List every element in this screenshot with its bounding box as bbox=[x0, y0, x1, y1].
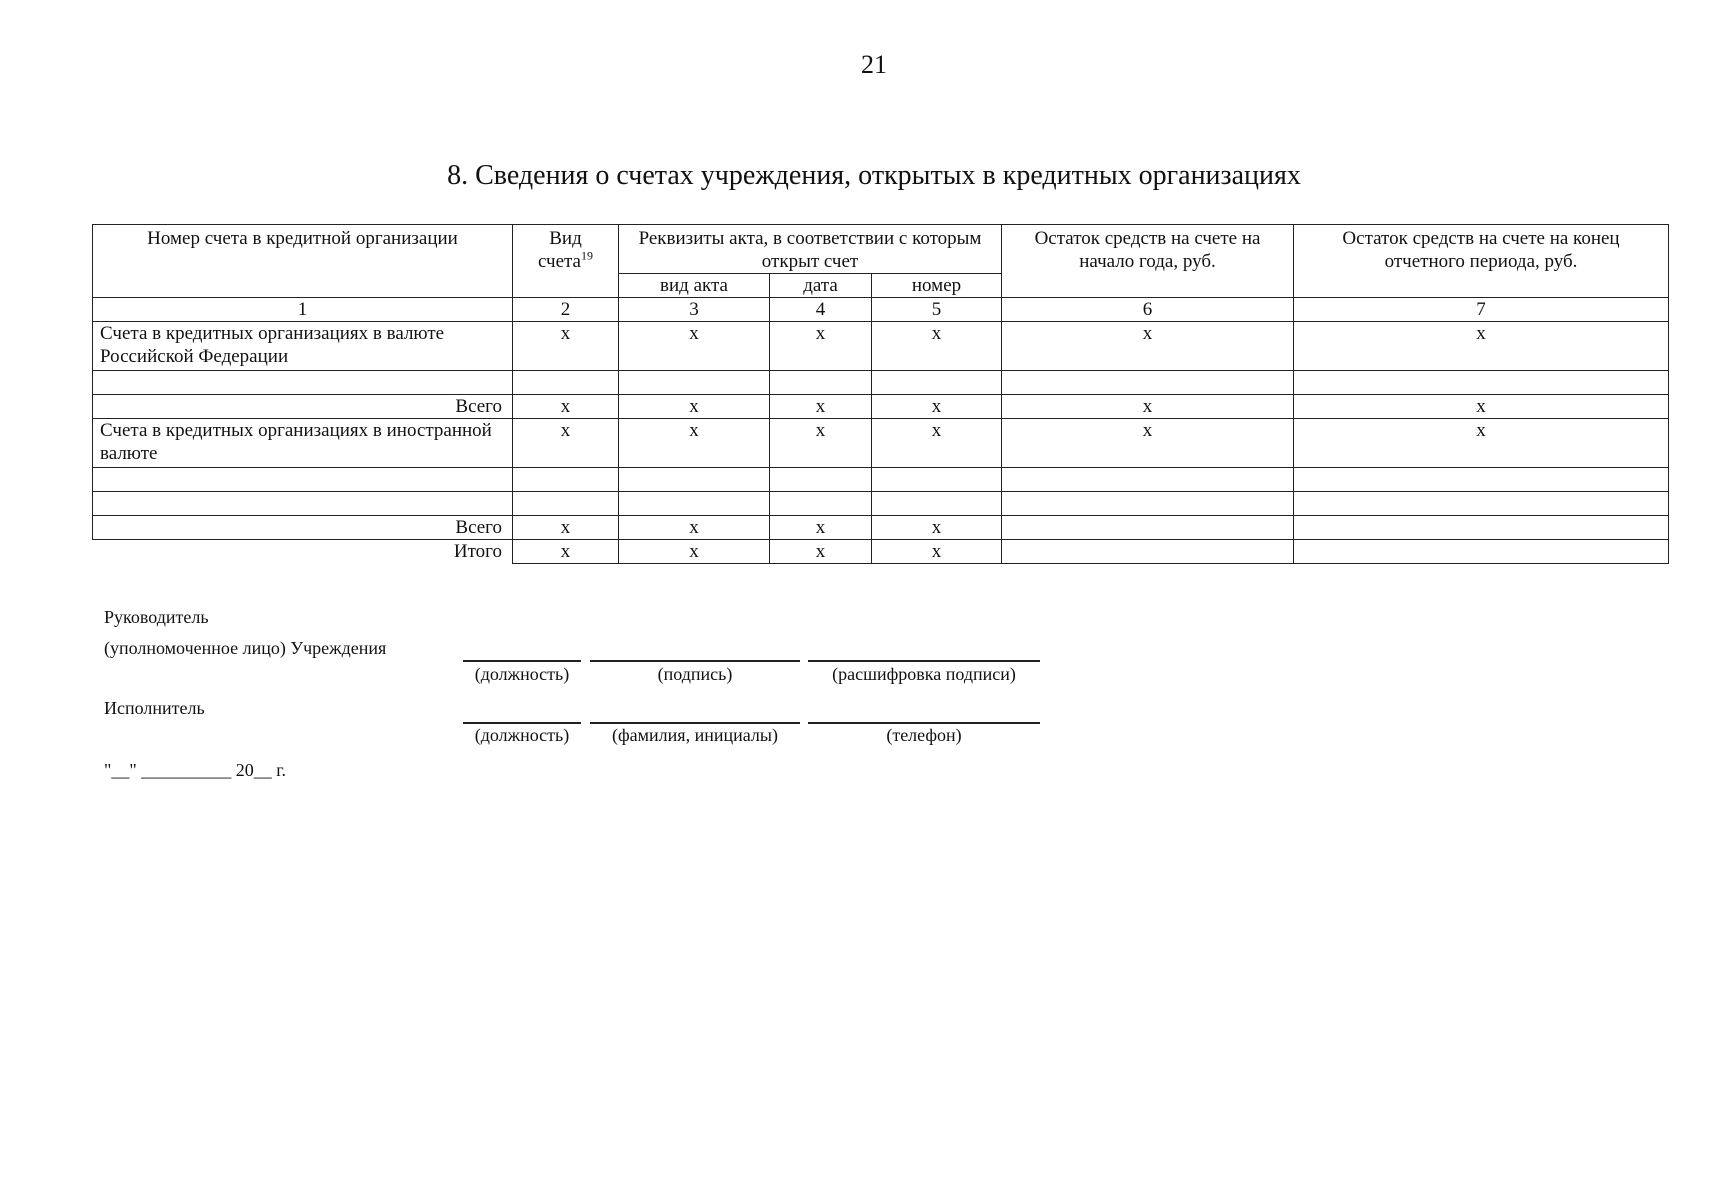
table-cell bbox=[1002, 540, 1294, 564]
table-cell: х bbox=[619, 395, 770, 419]
caption-phone: (телефон) bbox=[886, 725, 962, 745]
row-label-total: Всего bbox=[93, 395, 513, 419]
row-label: Счета в кредитных организациях в валюте Российской Федерации bbox=[93, 322, 513, 371]
table-cell bbox=[619, 371, 770, 395]
table-cell bbox=[513, 492, 619, 516]
table-cell: х bbox=[1002, 419, 1294, 468]
signature-line bbox=[808, 722, 1040, 724]
table-cell bbox=[872, 468, 1002, 492]
table-row bbox=[93, 371, 1669, 395]
table-cell: х bbox=[1294, 419, 1669, 468]
table-row bbox=[93, 395, 1669, 419]
table-row bbox=[93, 516, 1669, 540]
header-balance-start: Остаток средств на счете на начало года, руб. bbox=[1002, 225, 1294, 298]
footnote-ref: 19 bbox=[581, 248, 593, 263]
table-cell: х bbox=[619, 419, 770, 468]
table-cell bbox=[770, 371, 872, 395]
table-cell: х bbox=[619, 516, 770, 540]
header-act-date: дата bbox=[770, 274, 872, 298]
table-cell: х bbox=[872, 322, 1002, 371]
table-cell: х bbox=[513, 516, 619, 540]
table-cell: х bbox=[770, 540, 872, 564]
row-label bbox=[93, 371, 513, 395]
table-row bbox=[93, 468, 1669, 492]
table-cell: х bbox=[513, 322, 619, 371]
column-numbers-row bbox=[93, 298, 1669, 322]
table-cell bbox=[1294, 540, 1669, 564]
table-row bbox=[93, 419, 1669, 468]
table-cell bbox=[1294, 492, 1669, 516]
signature-line bbox=[590, 722, 800, 724]
header-account-number: Номер счета в кредитной организации bbox=[93, 225, 513, 298]
row-label-total: Всего bbox=[93, 516, 513, 540]
table-row bbox=[93, 322, 1669, 371]
table-cell: х bbox=[770, 395, 872, 419]
signature-line bbox=[808, 660, 1040, 662]
table-cell: х bbox=[872, 540, 1002, 564]
table-cell bbox=[619, 492, 770, 516]
header-balance-end: Остаток средств на счете на конец отчетного периода, руб. bbox=[1294, 225, 1669, 298]
table-cell: х bbox=[619, 322, 770, 371]
table-cell bbox=[872, 371, 1002, 395]
table-cell: х bbox=[770, 419, 872, 468]
table-cell: х bbox=[1294, 395, 1669, 419]
signature-line bbox=[463, 660, 581, 662]
table-cell: х bbox=[513, 540, 619, 564]
table-cell: х bbox=[872, 419, 1002, 468]
column-number: 5 bbox=[872, 298, 1002, 322]
header-account-type: Вид счета$^{19}$ bbox=[513, 225, 619, 298]
column-number: 7 bbox=[1294, 298, 1669, 322]
caption-signature: (подпись) bbox=[657, 664, 733, 684]
row-label-grand-total: Итого bbox=[453, 541, 502, 562]
table-cell: х bbox=[513, 395, 619, 419]
row-label bbox=[93, 468, 513, 492]
table-cell: х bbox=[619, 540, 770, 564]
column-number: 3 bbox=[619, 298, 770, 322]
table-row bbox=[93, 540, 1669, 564]
header-act-details: Реквизиты акта, в соответствии с которым открыт счет bbox=[619, 225, 1002, 274]
row-label: Счета в кредитных организациях в иностранной валюте bbox=[93, 419, 513, 468]
column-number: 6 bbox=[1002, 298, 1294, 322]
caption-position: (должность) bbox=[474, 664, 570, 684]
table-cell bbox=[1294, 468, 1669, 492]
section-title: 8. Сведения о счетах учреждения, открытых в кредитных организациях bbox=[447, 160, 1301, 191]
head-sublabel: (уполномоченное лицо) Учреждения bbox=[104, 638, 387, 658]
table-cell bbox=[1294, 371, 1669, 395]
table-cell bbox=[513, 371, 619, 395]
caption-position: (должность) bbox=[474, 725, 570, 745]
table-cell: х bbox=[1294, 322, 1669, 371]
table-cell: х bbox=[1002, 322, 1294, 371]
head-label: Руководитель bbox=[104, 607, 209, 627]
header-act-number: номер bbox=[872, 274, 1002, 298]
executor-label: Исполнитель bbox=[104, 698, 205, 718]
table-cell bbox=[1002, 371, 1294, 395]
table-cell bbox=[770, 468, 872, 492]
table-cell bbox=[513, 468, 619, 492]
table-cell bbox=[872, 492, 1002, 516]
table-cell bbox=[1002, 468, 1294, 492]
table-cell: х bbox=[770, 322, 872, 371]
accounts-table bbox=[92, 224, 1669, 564]
column-number: 2 bbox=[513, 298, 619, 322]
caption-name-initials: (фамилия, инициалы) bbox=[612, 725, 778, 745]
signature-line bbox=[590, 660, 800, 662]
page-number: 21 bbox=[861, 50, 887, 79]
caption-signature-decoding: (расшифровка подписи) bbox=[832, 664, 1016, 684]
table-cell bbox=[619, 468, 770, 492]
table-cell: х bbox=[770, 516, 872, 540]
header-act-type: вид акта bbox=[619, 274, 770, 298]
column-number: 1 bbox=[93, 298, 513, 322]
column-number: 4 bbox=[770, 298, 872, 322]
table-cell bbox=[1002, 516, 1294, 540]
table-cell bbox=[1294, 516, 1669, 540]
table-cell: х bbox=[872, 516, 1002, 540]
row-label bbox=[93, 492, 513, 516]
signature-line bbox=[463, 722, 581, 724]
table-row bbox=[93, 492, 1669, 516]
table-cell: х bbox=[513, 419, 619, 468]
table-cell bbox=[1002, 492, 1294, 516]
table-cell: х bbox=[1002, 395, 1294, 419]
table-cell: х bbox=[872, 395, 1002, 419]
table-cell bbox=[770, 492, 872, 516]
date-line: "__" __________ 20__ г. bbox=[104, 760, 287, 780]
